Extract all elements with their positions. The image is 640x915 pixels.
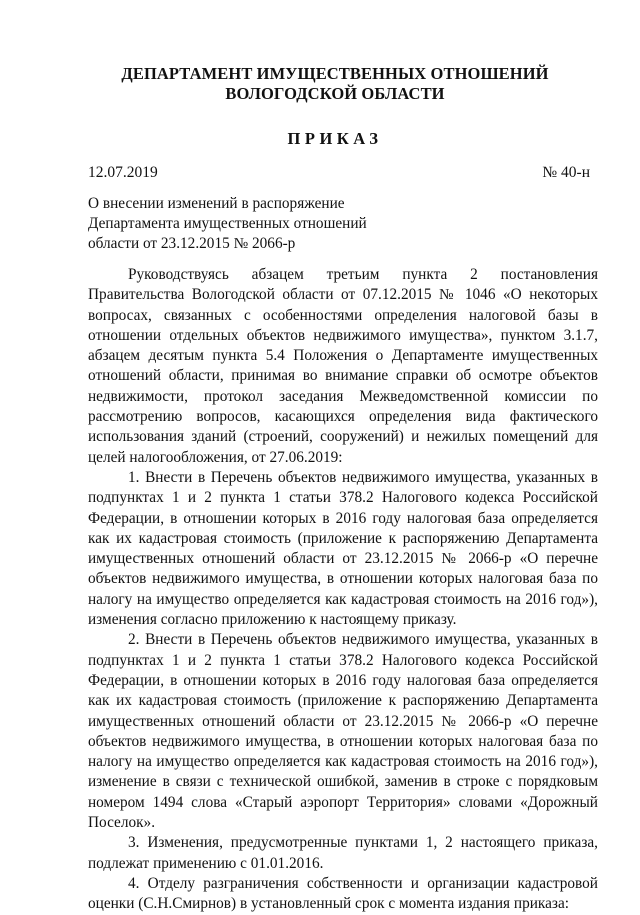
organization-name [60, 64, 610, 104]
item-1-paragraph: 1. Внести в Перечень объектов недвижимого имущества, указанных в подпунктах 1 и 2 пункта 1 статьи 378.2 Налогового кодекса Российской Федерации, в отношении которых в 2016 году налоговая база определяется как их кадастровая стоимость (приложение к распоряжению Департамента имущественных отношений области от 23.12.2015 № 2066-р «О перечне объектов недвижимого имущества, в отношении которых налоговая база по налогу на имущество определяется как кадастровая стоимость на 2016 год»), изменения согласно приложению к настоящему приказу. [88, 468, 598, 629]
subject-line-1: О внесении изменений в распоряжение [88, 195, 345, 212]
document-subject [88, 194, 418, 254]
item-2-paragraph: 2. Внести в Перечень объектов недвижимого имущества, указанных в подпунктах 1 и 2 пункта 1 статьи 378.2 Налогового кодекса Российской Федерации, в отношении которых в 2016 году налоговая база определяется как их кадастровая стоимость (приложение к распоряжению Департамента имущественных отношений области от 23.12.2015 № 2066-р «О перечне объектов недвижимого имущества, в отношении которых налоговая база по налогу на имущество определяется как кадастровая стоимость на 2016 год»), изменение в связи с технической ошибкой, заменив в строке с порядковым номером 1494 слова «Старый аэропорт Территория» словами «Дорожный Поселок». [88, 631, 598, 832]
preamble-paragraph: Руководствуясь абзацем третьим пункта 2 постановления Правительства Вологодской области от 07.12.2015 № 1046 «О некоторых вопросах, связанных с особенностями определения налоговой базы в отношении отдельных объектов недвижимого имущества», пунктом 3.1.7, абзацем десятым пункта 5.4 Положения о Департаменте имущественных отношений области, принимая во внимание справки об осмотре объектов недвижимости, протокол заседания Межведомственной комиссии по рассмотрению вопросов, касающихся определения вида фактического использования зданий (строений, сооружений) и нежилых помещений для целей налогообложения, от 27.06.2019: [88, 266, 598, 466]
document-type-title: ПРИКАЗ [287, 129, 383, 148]
subject-line-3: области от 23.12.2015 № 2066-р [88, 235, 296, 252]
organization-name-line-2: ВОЛОГОДСКОЙ ОБЛАСТИ [225, 84, 445, 103]
item-4-paragraph: 4. Отделу разграничения собственности и организации кадастровой оценки (С.Н.Смирнов) в установленный срок с момента издания приказа: [88, 874, 598, 913]
item-3-paragraph: 3. Изменения, предусмотренные пунктами 1, 2 настоящего приказа, подлежат применению с 01.01.2016. [88, 834, 598, 872]
document-body [88, 265, 598, 915]
organization-name-line-1: ДЕПАРТАМЕНТ ИМУЩЕСТВЕННЫХ ОТНОШЕНИЙ [121, 64, 549, 83]
document-date: 12.07.2019 [88, 164, 158, 181]
subject-line-2: Департамента имущественных отношений [88, 215, 367, 232]
document-number: № 40-н [542, 164, 590, 181]
